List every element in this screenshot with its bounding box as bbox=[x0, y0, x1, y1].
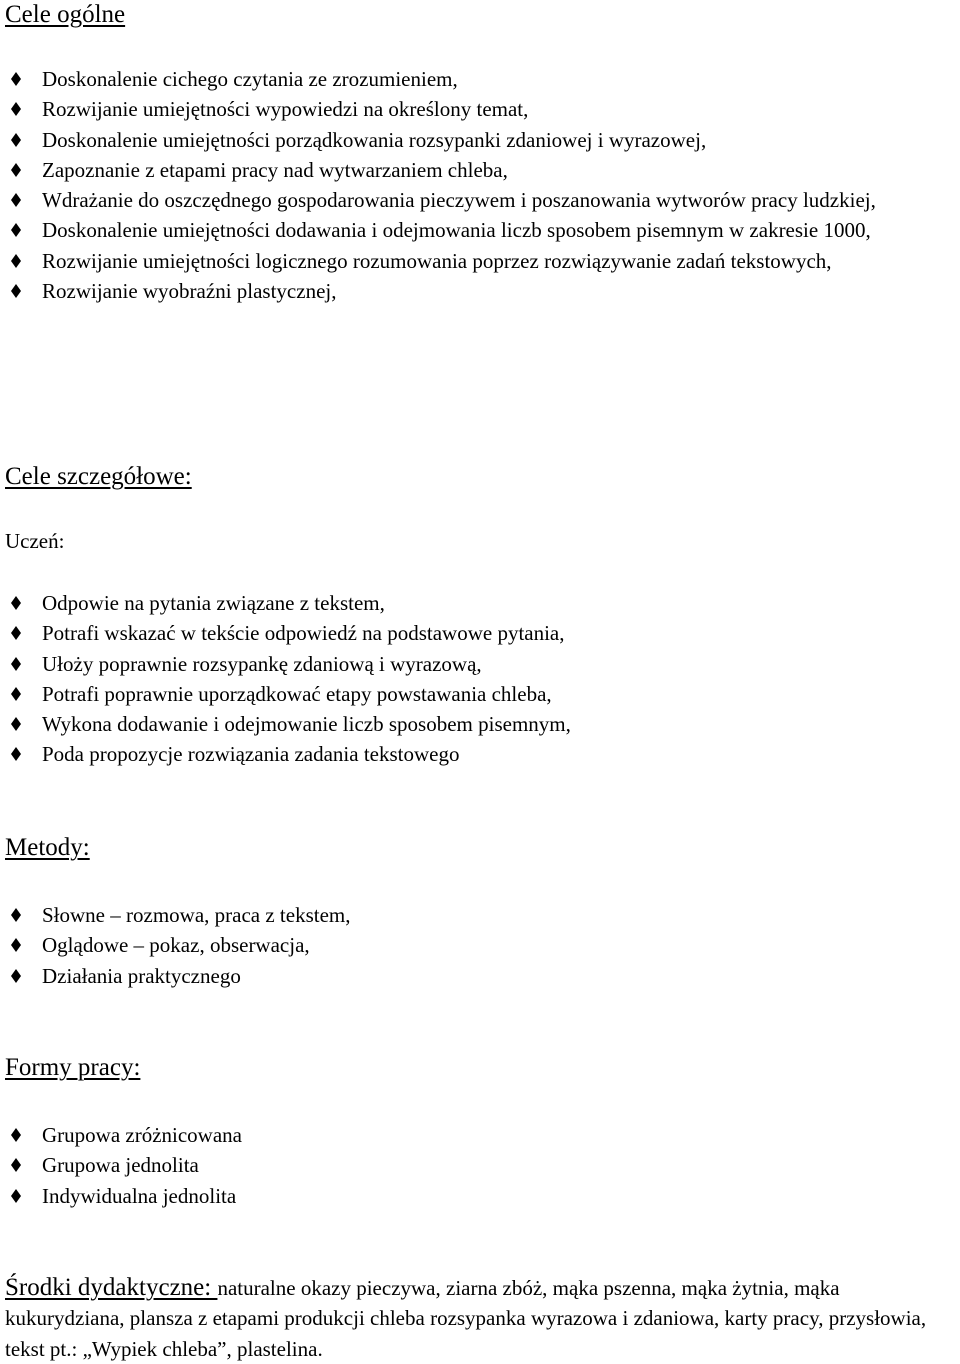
heading-metody: Metody: bbox=[5, 834, 90, 861]
diamond-bullet-icon bbox=[11, 969, 21, 983]
diamond-bullet-icon bbox=[11, 223, 21, 237]
list-item bbox=[0, 679, 960, 709]
list-item bbox=[0, 94, 960, 124]
list-item-text: Wdrażanie do oszczędnego gospodarowania pieczywem i poszanowania wytworów pracy ludzkiej, bbox=[42, 188, 876, 213]
list-item bbox=[0, 900, 960, 930]
diamond-bullet-icon bbox=[11, 284, 21, 298]
list-cele-ogolne bbox=[0, 64, 960, 306]
list-item-text: Grupowa zróżnicowana bbox=[42, 1123, 242, 1147]
diamond-bullet-icon bbox=[11, 596, 21, 610]
list-item bbox=[0, 649, 960, 679]
list-item bbox=[0, 739, 960, 769]
diamond-bullet-icon bbox=[11, 747, 21, 761]
diamond-bullet-icon bbox=[11, 102, 21, 116]
list-item-text: Działania praktycznego bbox=[42, 963, 241, 988]
diamond-bullet-icon bbox=[11, 254, 21, 268]
list-formy-pracy bbox=[0, 1120, 960, 1211]
heading-formy-pracy: Formy pracy: bbox=[5, 1054, 141, 1081]
list-item-text: Poda propozycje rozwiązania zadania tekstowego bbox=[42, 742, 460, 767]
diamond-bullet-icon bbox=[11, 133, 21, 147]
diamond-bullet-icon bbox=[11, 687, 21, 701]
list-item bbox=[0, 185, 960, 215]
list-item bbox=[0, 64, 960, 94]
heading-cele-szczegolowe: Cele szczegółowe: bbox=[5, 463, 192, 490]
list-item bbox=[0, 1150, 960, 1180]
list-item-text: Rozwijanie umiejętności logicznego rozumowania poprzez rozwiązywanie zadań tekstowych, bbox=[42, 248, 832, 273]
subject-label: Uczeń: bbox=[5, 529, 65, 553]
list-item bbox=[0, 1120, 960, 1150]
diamond-bullet-icon bbox=[11, 1128, 21, 1142]
list-item bbox=[0, 215, 960, 245]
list-item-text: Oglądowe – pokaz, obserwacja, bbox=[42, 933, 310, 958]
list-item-text: Doskonalenie umiejętności dodawania i odejmowania liczb sposobem pisemnym w zakresie 1000, bbox=[42, 218, 871, 243]
list-item bbox=[0, 709, 960, 739]
heading-cele-ogolne: Cele ogólne bbox=[5, 1, 126, 28]
diamond-bullet-icon bbox=[11, 1158, 21, 1172]
list-item-text: Ułoży poprawnie rozsypankę zdaniową i wyrazową, bbox=[42, 651, 482, 676]
diamond-bullet-icon bbox=[11, 938, 21, 952]
list-item bbox=[0, 1181, 960, 1211]
diamond-bullet-icon bbox=[11, 626, 21, 640]
list-item-text: Rozwijanie umiejętności wypowiedzi na określony temat, bbox=[42, 97, 529, 122]
list-item bbox=[0, 618, 960, 648]
srodki-dydaktyczne-text: naturalne okazy pieczywa, ziarna zbóż, mąka pszenna, mąka żytnia, mąka kukurydziana, plansza z etapami produkcji chleba rozsypanka wyrazowa i zdaniowa, karty pracy, przysłowia, tekst pt.: „Wypiek chleba”, plastelina. bbox=[5, 1276, 927, 1361]
srodki-dydaktyczne-paragraph bbox=[5, 1273, 955, 1364]
list-item-text: Odpowie na pytania związane z tekstem, bbox=[42, 591, 385, 615]
list-item-text: Rozwijanie wyobraźni plastycznej, bbox=[42, 279, 337, 304]
list-item bbox=[0, 246, 960, 276]
list-item-text: Doskonalenie umiejętności porządkowania rozsypanki zdaniowej i wyrazowej, bbox=[42, 127, 707, 152]
list-item-text: Zapoznanie z etapami pracy nad wytwarzaniem chleba, bbox=[42, 157, 508, 182]
diamond-bullet-icon bbox=[11, 717, 21, 731]
list-item-text: Potrafi poprawnie uporządkować etapy powstawania chleba, bbox=[42, 681, 552, 706]
heading-srodki-dydaktyczne: Środki dydaktyczne: bbox=[5, 1274, 218, 1301]
list-item-text: Indywidualna jednolita bbox=[42, 1183, 237, 1208]
diamond-bullet-icon bbox=[11, 163, 21, 177]
list-metody bbox=[0, 900, 960, 991]
diamond-bullet-icon bbox=[11, 1189, 21, 1203]
list-cele-szczegolowe bbox=[0, 588, 960, 770]
list-item-text: Doskonalenie cichego czytania ze zrozumieniem, bbox=[42, 67, 458, 91]
list-item-text: Wykona dodawanie i odejmowanie liczb sposobem pisemnym, bbox=[42, 712, 571, 737]
diamond-bullet-icon bbox=[11, 72, 21, 86]
diamond-bullet-icon bbox=[11, 193, 21, 207]
list-item bbox=[0, 588, 960, 618]
list-item-text: Słowne – rozmowa, praca z tekstem, bbox=[42, 903, 351, 927]
list-item bbox=[0, 276, 960, 306]
list-item bbox=[0, 155, 960, 185]
list-item bbox=[0, 961, 960, 991]
list-item-text: Grupowa jednolita bbox=[42, 1153, 199, 1178]
diamond-bullet-icon bbox=[11, 657, 21, 671]
list-item bbox=[0, 125, 960, 155]
diamond-bullet-icon bbox=[11, 908, 21, 922]
list-item bbox=[0, 930, 960, 960]
list-item-text: Potrafi wskazać w tekście odpowiedź na podstawowe pytania, bbox=[42, 621, 565, 646]
